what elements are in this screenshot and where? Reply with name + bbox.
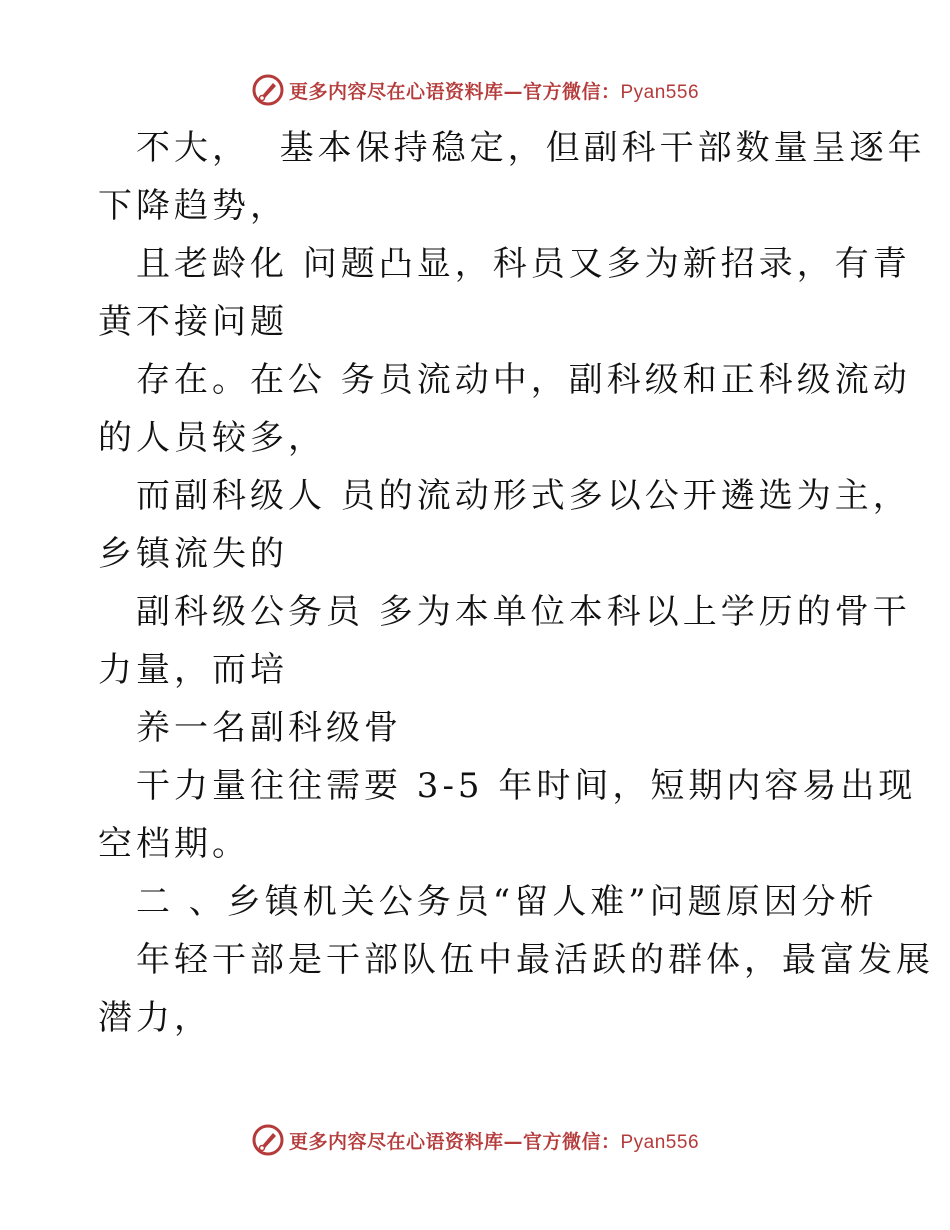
text-line: 的人员较多， <box>98 418 326 458</box>
document-body <box>98 119 934 1047</box>
text-line: 力量，而培 <box>98 650 288 690</box>
text-line: 存在。在公 务员流动中，副科级和正科级流动 <box>136 360 911 400</box>
text-line: 干力量往往需要 3-5 年时间，短期内容易出现 <box>136 766 917 806</box>
header-banner <box>0 70 950 110</box>
text-line: 而副科级人 员的流动形式多以公开遴选为主， <box>136 476 911 516</box>
text-line: 年轻干部是干部队伍中最活跃的群体，最富发展 <box>136 940 934 980</box>
text-line: 下降趋势， <box>98 186 288 226</box>
text-line: 空档期。 <box>98 824 250 864</box>
banner-text: 更多内容尽在心语资料库—官方微信：Pyan556 <box>288 1130 700 1153</box>
text-line: 黄不接问题 <box>98 302 288 342</box>
text-line: 且老龄化 问题凸显，科员又多为新招录，有青 <box>136 244 911 284</box>
section-heading: 二 、乡镇机关公务员“留人难”问题原因分析 <box>136 882 878 922</box>
text-line: 不大， 基本保持稳定，但副科干部数量呈逐年 <box>136 128 926 168</box>
banner-text: 更多内容尽在心语资料库—官方微信：Pyan556 <box>288 80 700 103</box>
footer-banner <box>0 1120 950 1160</box>
pen-nib-logo-icon <box>251 1123 285 1157</box>
text-line: 潜力， <box>98 998 212 1038</box>
text-line: 乡镇流失的 <box>98 534 288 574</box>
text-line: 副科级公务员 多为本单位本科以上学历的骨干 <box>136 592 911 632</box>
pen-nib-logo-icon <box>251 73 285 107</box>
text-line: 养一名副科级骨 <box>136 708 402 748</box>
